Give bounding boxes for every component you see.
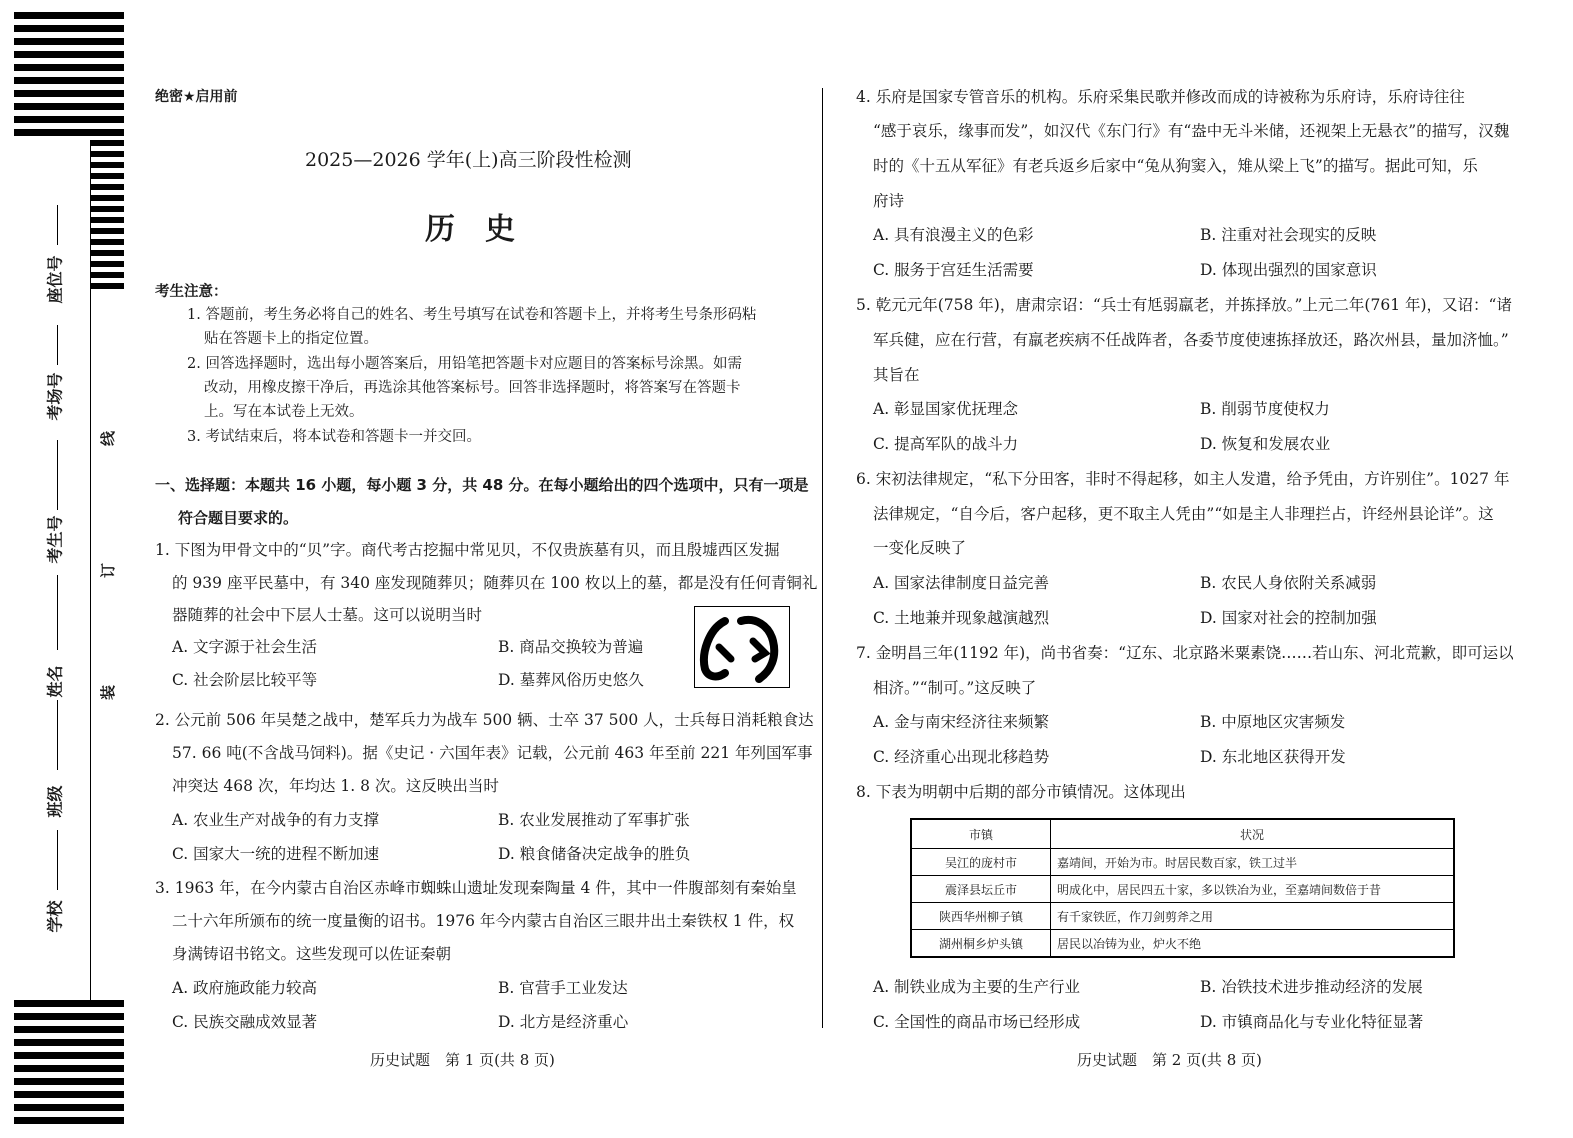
question-6-text: 法律规定，“自今后，客户起移，更不取主人凭由”“如是主人非理拦占，许经州县论详”。这 [873,505,1494,523]
question-7-option-d: D. 东北地区获得开发 [1200,748,1346,766]
table-row [911,903,1454,930]
question-3-text: 3. 1963 年，在今内蒙古自治区赤峰市蜘蛛山遗址发现秦陶量 4 件，其中一件腹部刻有秦始皇 [155,879,797,897]
table-header-row [911,819,1454,849]
question-4-text: “感于哀乐，缘事而发”，如汉代《东门行》有“盎中无斗米储，还视架上无悬衣”的描写，汉魏 [873,122,1510,140]
question-8-option-a: A. 制铁业成为主要的生产行业 [873,978,1081,996]
field-class: 班级 [45,785,65,818]
question-8-text: 8. 下表为明朝中后期的部分市镇情况。这体现出 [856,783,1186,801]
table-cell: 有千家铁匠，作刀剑剪斧之用 [1051,903,1455,930]
table-header-cell: 状况 [1051,819,1455,849]
secret-label: 绝密★启用前 [155,89,238,105]
notice-line: 上。写在本试卷上无效。 [204,404,364,420]
table-cell: 陕西华州柳子镇 [911,903,1051,930]
question-1-text: 的 939 座平民墓中，有 340 座发现随葬贝；随葬贝在 100 枚以上的墓，都是没有任何青铜礼 [172,574,818,592]
field-seat-number-line [57,205,58,245]
seam-mark-mount: 装 [99,684,118,701]
question-2-option-c: C. 国家大一统的进程不断加速 [172,845,380,863]
question-3-option-b: B. 官营手工业发达 [498,979,628,997]
question-4-text: 府诗 [873,192,905,210]
question-4-text: 4. 乐府是国家专管音乐的机构。乐府采集民歌并修改而成的诗被称为乐府诗，乐府诗往往 [856,88,1465,106]
question-8-option-d: D. 市镇商品化与专业化特征显著 [1200,1013,1424,1031]
question-2-text: 57. 66 吨(不含战马饲料)。据《史记 · 六国年表》记载，公元前 463 年至前 221 年列国军事 [172,744,813,762]
seam-mark-bind: 订 [99,562,118,579]
question-3-option-c: C. 民族交融成效显著 [172,1013,318,1031]
field-examinee-number: 考生号 [45,515,65,564]
table-header-cell: 市镇 [911,819,1051,849]
table-cell: 湖州桐乡炉头镇 [911,930,1051,958]
question-4-option-a: A. 具有浪漫主义的色彩 [873,226,1034,244]
question-2-option-b: B. 农业发展推动了军事扩张 [498,811,690,829]
table-cell: 吴江的庞村市 [911,849,1051,876]
notice-line: 3. 考试结束后，将本试卷和答题卡一并交回。 [187,429,481,445]
oracle-bone-glyph [695,607,789,687]
question-3-option-d: D. 北方是经济重心 [498,1013,629,1031]
table-row [911,930,1454,958]
exam-title: 2025—2026 学年(上)高三阶段性检测 [305,149,632,171]
question-3-text: 二十六年所颁布的统一度量衡的诏书。1976 年今内蒙古自治区三眼井出土秦铁权 1 件，权 [172,912,795,930]
table-row [911,849,1454,876]
field-room-number: 考场号 [45,372,65,421]
question-5-option-a: A. 彰显国家优抚理念 [873,400,1019,418]
table-cell: 嘉靖间，开始为市。时居民数百家，铁工过半 [1051,849,1455,876]
question-7-option-c: C. 经济重心出现北移趋势 [873,748,1050,766]
question-8-option-b: B. 冶铁技术进步推动经济的发展 [1200,978,1423,996]
question-8-option-c: C. 全国性的商品市场已经形成 [873,1013,1081,1031]
question-6-option-c: C. 土地兼并现象越演越烈 [873,609,1050,627]
table-cell: 明成化中，居民四五十家，多以铁冶为业，至嘉靖间数倍于昔 [1051,876,1455,903]
subject-title: 历 史 [425,212,515,247]
question-5-option-b: B. 削弱节度使权力 [1200,400,1330,418]
question-7-text: 相济。”“制可。”这反映了 [873,679,1037,697]
notice-title: 考生注意： [155,284,228,300]
seam-mark-line: 线 [99,430,118,447]
question-3-text: 身满铸诏书铭文。这些发现可以佐证秦朝 [172,945,452,963]
table-row [911,876,1454,903]
question-2-option-a: A. 农业生产对战争的有力支撑 [172,811,380,829]
field-class-line [57,700,58,770]
question-1-option-d: D. 墓葬风俗历史悠久 [498,671,644,689]
section-heading: 符合题目要求的。 [178,509,299,527]
field-name: 姓名 [45,665,65,698]
question-6-option-d: D. 国家对社会的控制加强 [1200,609,1377,627]
notice-line: 1. 答题前，考生务必将自己的姓名、考生号填写在试卷和答题卡上，并将考生号条形码粘 [187,307,757,323]
field-name-line [57,575,58,650]
question-5-text: 其旨在 [873,366,920,384]
question-4-option-c: C. 服务于宫廷生活需要 [873,261,1034,279]
notice-line: 贴在答题卡上的指定位置。 [204,331,378,347]
question-2-text: 冲突达 468 次，年均达 1. 8 次。这反映出当时 [172,777,499,795]
section-heading: 一、选择题：本题共 16 小题，每小题 3 分，共 48 分。在每小题给出的四个选项中，只有一项是 [155,476,809,494]
field-room-number-line [57,325,58,365]
question-5-text: 5. 乾元元年(758 年)，唐肃宗诏：“兵士有尪弱羸老，并拣择放。”上元二年(761 年)，又诏：“诸 [856,296,1512,314]
field-seat-number: 座位号 [45,255,65,304]
table-cell: 居民以冶铸为业，炉火不绝 [1051,930,1455,958]
table-cell: 震泽县坛丘市 [911,876,1051,903]
question-2-text: 2. 公元前 506 年吴楚之战中，楚军兵力为战车 500 辆、士卒 37 500 人，士兵每日消耗粮食达 [155,711,814,729]
question-7-text: 7. 金明昌三年(1192 年)，尚书省奏：“辽东、北京路米粟素饶……若山东、河北荒歉，即可运以 [856,644,1514,662]
question-1-option-c: C. 社会阶层比较平等 [172,671,318,689]
question-1-option-a: A. 文字源于社会生活 [172,638,318,656]
question-6-option-a: A. 国家法律制度日益完善 [873,574,1050,592]
field-school-line [57,830,58,890]
market-town-table [910,818,1455,958]
question-7-option-a: A. 金与南宋经济往来频繁 [873,713,1050,731]
notice-line: 改动，用橡皮擦干净后，再选涂其他答案标号。回答非选择题时，将答案写在答题卡 [204,380,741,396]
field-school: 学校 [45,900,65,933]
question-5-text: 军兵健，应在行营，有羸老疾病不任战阵者，各委节度使速拣择放还，路次州县，量加济恤。” [873,331,1509,349]
page-divider [822,88,823,1028]
notice-line: 2. 回答选择题时，选出每小题答案后，用铅笔把答题卡对应题目的答案标号涂黑。如需 [187,356,742,372]
oracle-bone-bei-image [694,606,790,688]
question-4-text: 时的《十五从军征》有老兵返乡后家中“兔从狗窦入，雉从梁上飞”的描写。据此可知，乐 [873,157,1478,175]
question-6-text: 一变化反映了 [873,539,967,557]
question-1-text: 器随葬的社会中下层人士墓。这可以说明当时 [172,606,483,624]
question-7-option-b: B. 中原地区灾害频发 [1200,713,1346,731]
question-5-option-d: D. 恢复和发展农业 [1200,435,1331,453]
page-footer-left: 历史试题 第 1 页(共 8 页) [370,1051,555,1069]
question-3-option-a: A. 政府施政能力较高 [172,979,318,997]
question-4-option-d: D. 体现出强烈的国家意识 [1200,261,1377,279]
question-6-text: 6. 宋初法律规定，“私下分田客，非时不得起移，如主人发遣，给予凭由，方许别住”。1027 年 [856,470,1510,488]
question-1-option-b: B. 商品交换较为普遍 [498,638,644,656]
question-2-option-d: D. 粮食储备决定战争的胜负 [498,845,691,863]
question-6-option-b: B. 农民人身依附关系减弱 [1200,574,1377,592]
question-1-text: 1. 下图为甲骨文中的“贝”字。商代考古挖掘中常见贝，不仅贵族墓有贝，而且殷墟西区发掘 [155,541,780,559]
field-examinee-number-line [57,440,58,510]
page-footer-right: 历史试题 第 2 页(共 8 页) [1077,1051,1262,1069]
question-4-option-b: B. 注重对社会现实的反映 [1200,226,1377,244]
question-5-option-c: C. 提高军队的战斗力 [873,435,1019,453]
